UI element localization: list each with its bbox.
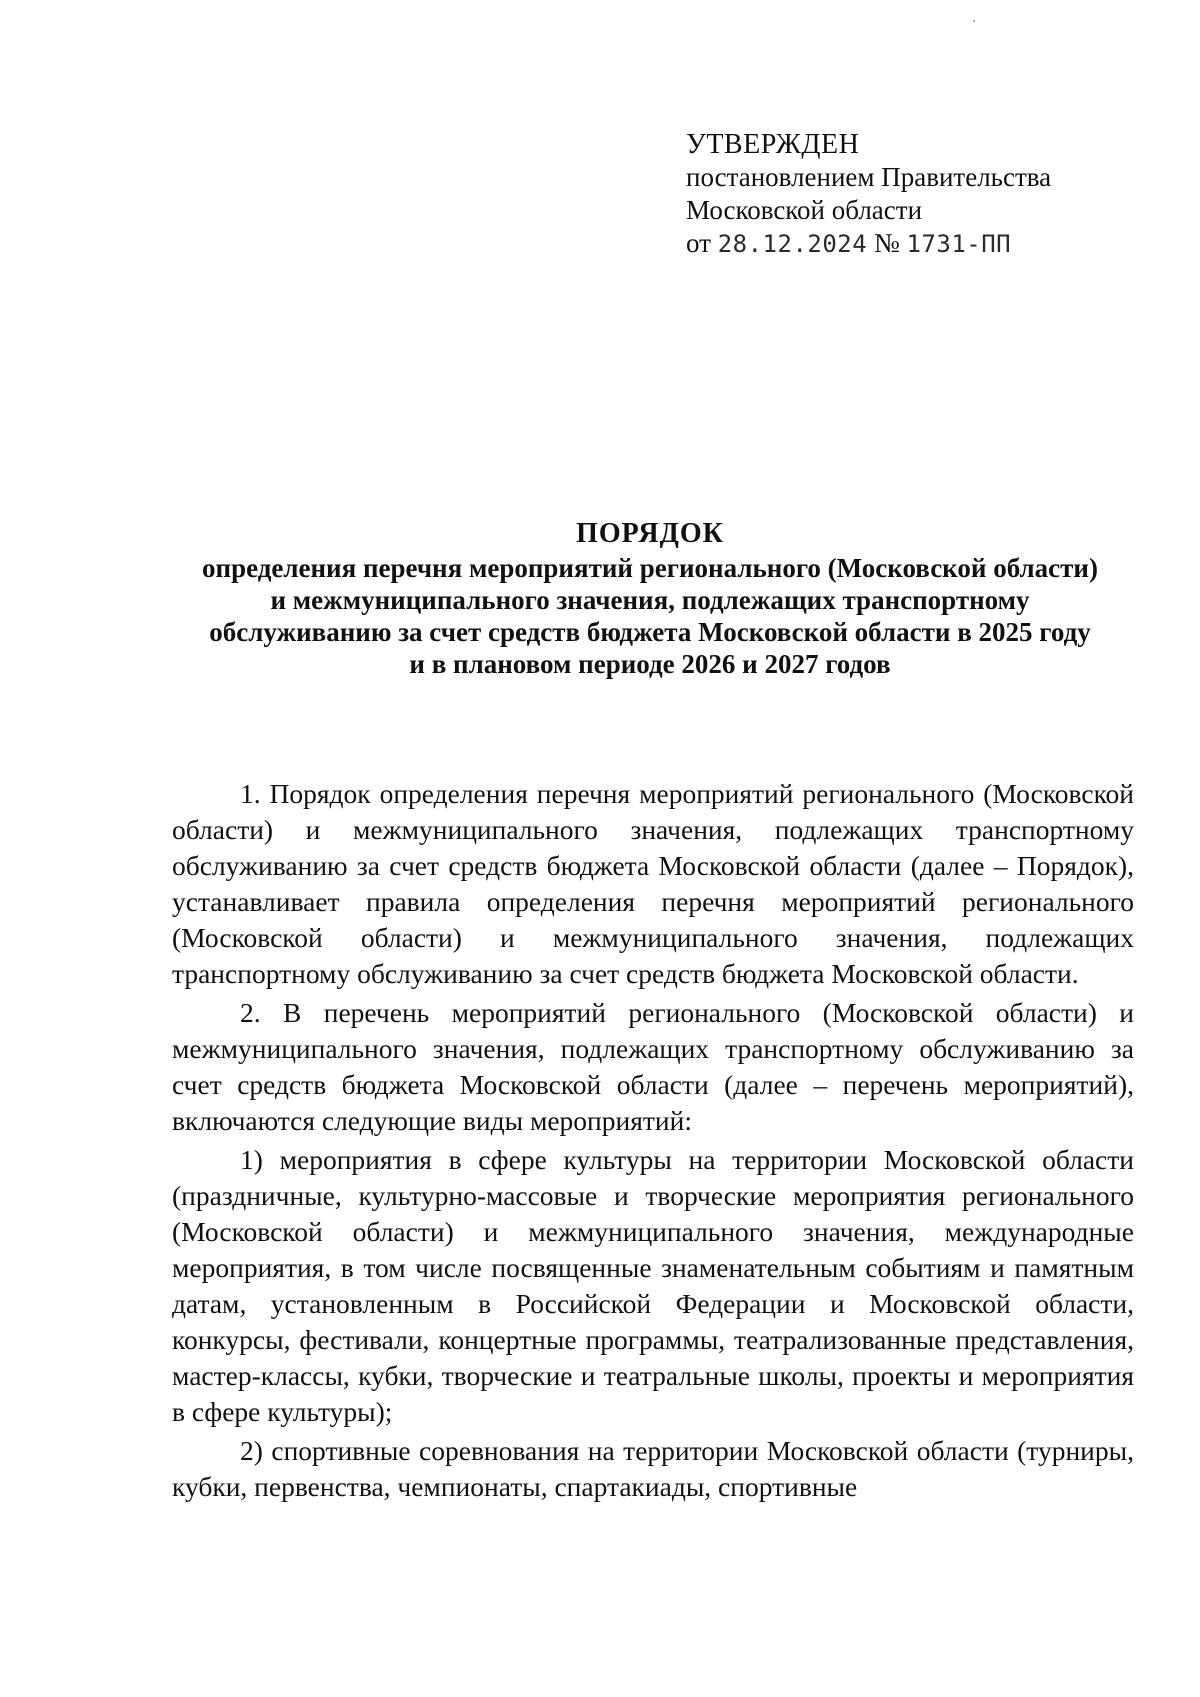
paragraph-2-item-1: 1) мероприятия в сфере культуры на территории Московской области (праздничные, культурно-массовые и творческие мероприятия регионального (Московской области) и межмуниципального значения, международные мероприятия, в том числе посвященные знаменательным событиям и памятным датам, установленным в Российской Федерации и Московской области, конкурсы, фестивали, концертные программы, театрализованные представления, мастер-классы, кубки, творческие и театральные школы, проекты и мероприятия в сфере культуры); — [172, 1144, 1134, 1427]
scan-speck — [973, 20, 975, 22]
document-heading — [170, 518, 1130, 680]
document-body — [172, 776, 1134, 1508]
approval-date-line — [686, 227, 1126, 261]
number-sign: № — [873, 228, 900, 258]
approval-line-1: постановлением Правительства — [686, 162, 1052, 192]
approval-stamp — [686, 128, 1126, 261]
approval-title: УТВЕРЖДЕН — [686, 129, 860, 160]
heading-line-1: определения перечня мероприятий регионального (Московской области) — [202, 553, 1098, 583]
heading-line-3: обслуживанию за счет средств бюджета Московской области в 2025 году — [209, 617, 1091, 647]
approval-number: 1731-ПП — [906, 230, 1012, 258]
heading-line-2: и межмуниципального значения, подлежащих транспортному — [270, 585, 1030, 615]
paragraph-2: 2. В перечень мероприятий регионального (Московской области) и межмуниципального значения, подлежащих транспортному обслуживанию за счет средств бюджета Московской области (далее – перечень мероприятий), включаются следующие виды мероприятий: — [172, 997, 1134, 1136]
heading-line-4: и в плановом периоде 2026 и 2027 годов — [409, 649, 891, 679]
heading-title: ПОРЯДОК — [576, 518, 724, 549]
date-prefix: от — [686, 228, 711, 258]
approval-line-2: Московской области — [686, 195, 923, 225]
paragraph-2-item-2: 2) спортивные соревнования на территории Московской области (турниры, кубки, первенства, чемпионаты, спартакиады, спортивные — [172, 1435, 1134, 1502]
approval-date: 28.12.2024 — [717, 230, 868, 258]
paragraph-1: 1. Порядок определения перечня мероприятий регионального (Московской области) и межмуниципального значения, подлежащих транспортному обслуживанию за счет средств бюджета Московской области (далее – Порядок), устанавливает правила определения перечня мероприятий регионального (Московской области) и межмуниципального значения, подлежащих транспортному обслуживанию за счет средств бюджета Московской области. — [172, 778, 1134, 989]
